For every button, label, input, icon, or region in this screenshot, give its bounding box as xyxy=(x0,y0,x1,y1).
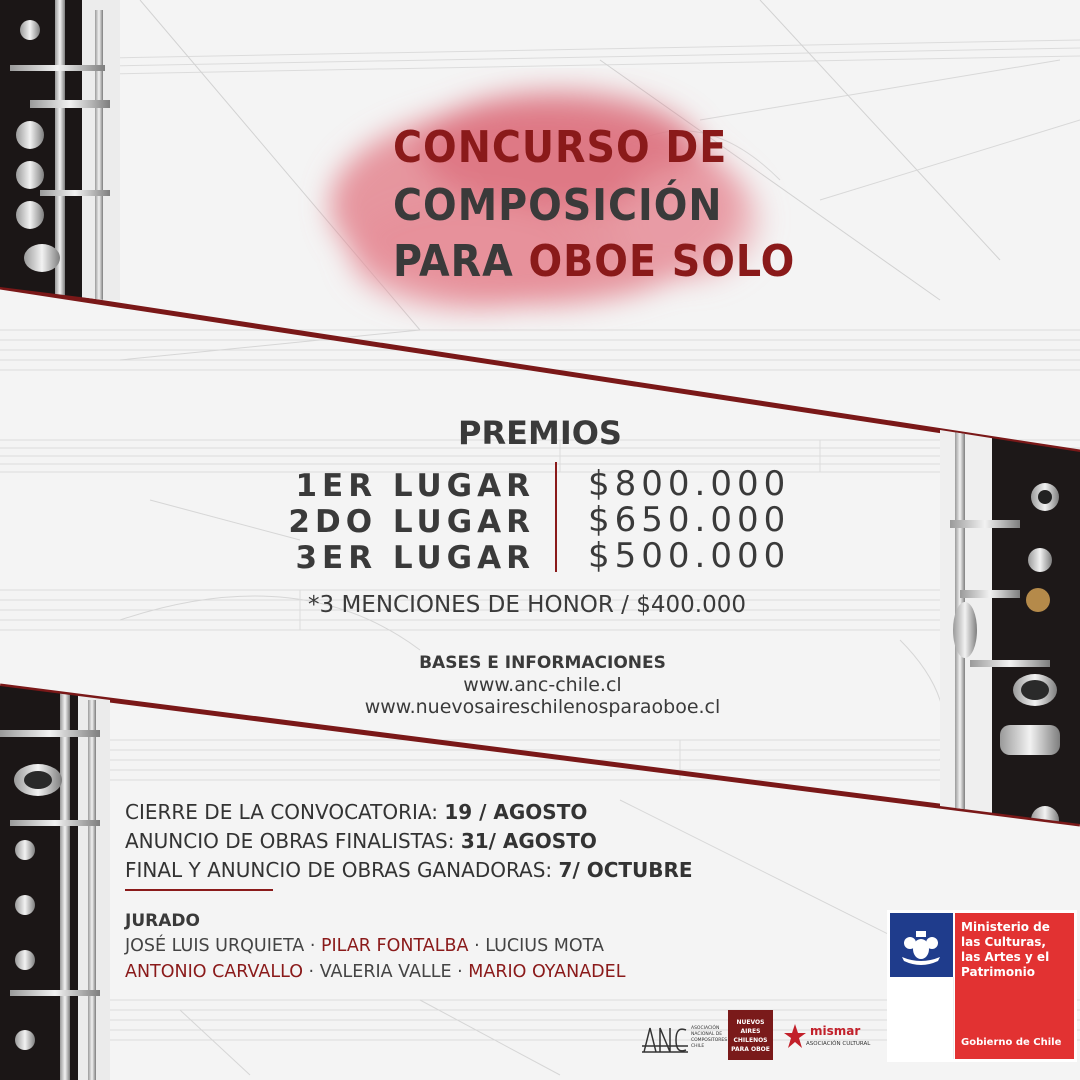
prize-3-amount: $500.000 xyxy=(588,536,791,576)
nuevos-aires-line4: PARA OBOE xyxy=(731,1046,770,1053)
ministry-line-4: Patrimonio xyxy=(961,965,1035,979)
jury-member: PILAR FONTALBA xyxy=(320,936,469,956)
ministry-name xyxy=(961,920,1050,980)
date-label: FINAL Y ANUNCIO DE OBRAS GANADORAS: xyxy=(125,858,559,882)
info-block xyxy=(0,652,1080,718)
oboe-bottom-left xyxy=(0,680,110,1080)
jury-row-2 xyxy=(125,959,625,985)
mismar-name: mismar xyxy=(810,1024,861,1038)
date-value: 19 / AGOSTO xyxy=(444,800,588,824)
dates-list xyxy=(125,798,693,885)
oboe-right xyxy=(940,430,1080,834)
jury-member: MARIO OYANADEL xyxy=(468,962,626,982)
title-line-1: CONCURSO DE xyxy=(393,122,728,173)
date-value: 31/ AGOSTO xyxy=(460,829,597,853)
prize-1-amount: $800.000 xyxy=(588,464,791,504)
mismar-logo xyxy=(784,1018,871,1058)
title-para: PARA xyxy=(393,236,529,287)
jury-member: LUCIUS MOTA xyxy=(485,936,604,956)
jury-separator: · xyxy=(304,936,321,956)
title-line-2: COMPOSICIÓN xyxy=(393,180,723,231)
prize-2-amount: $650.000 xyxy=(588,500,791,540)
jury-member: JOSÉ LUIS URQUIETA xyxy=(125,936,305,956)
mismar-sub: ASOCIACIÓN CULTURAL xyxy=(806,1041,871,1047)
date-label: CIERRE DE LA CONVOCATORIA: xyxy=(125,800,445,824)
date-row-cierre xyxy=(125,798,693,827)
jury-heading: JURADO xyxy=(125,911,200,931)
title-line-3 xyxy=(393,236,795,288)
date-value: 7/ OCTUBRE xyxy=(558,858,693,882)
anc-logo-text: ASOCIACIÓN NACIONAL DE COMPOSITORES CHILE xyxy=(691,1026,728,1049)
ministry-line-3: las Artes y el xyxy=(961,950,1050,964)
ministry-white-block xyxy=(890,977,954,1059)
ministry-line-1: Ministerio de xyxy=(961,920,1050,934)
prizes-heading-wrap xyxy=(0,414,1080,452)
coat-of-arms-icon xyxy=(890,913,953,977)
jury-separator: · xyxy=(302,962,320,982)
url-anc[interactable]: www.anc-chile.cl xyxy=(463,674,622,696)
ministry-footer: Gobierno de Chile xyxy=(961,1037,1062,1048)
jury-block xyxy=(125,909,625,985)
jury-member: VALERIA VALLE xyxy=(319,962,452,982)
prize-2-label: 2DO LUGAR xyxy=(288,504,535,540)
nuevos-aires-logo xyxy=(728,1010,773,1060)
ministry-blue-block xyxy=(890,913,953,977)
date-label: ANUNCIO DE OBRAS FINALISTAS: xyxy=(125,829,461,853)
date-row-finalistas xyxy=(125,827,693,856)
nuevos-aires-line2: AIRES xyxy=(740,1028,761,1035)
prizes-heading: PREMIOS xyxy=(458,414,622,452)
anc-logo xyxy=(640,1022,730,1058)
mismar-star-icon xyxy=(784,1022,806,1050)
title-oboe-solo: OBOE SOLO xyxy=(528,236,796,287)
jury-separator: · xyxy=(468,936,486,956)
jury-member: ANTONIO CARVALLO xyxy=(125,962,303,982)
nuevos-aires-line3: CHILENOS xyxy=(733,1037,768,1044)
info-heading: BASES E INFORMACIONES xyxy=(419,653,666,673)
honor-mentions: *3 MENCIONES DE HONOR / $400.000 xyxy=(308,592,746,618)
prize-3-label: 3ER LUGAR xyxy=(295,540,535,576)
jury-separator: · xyxy=(451,962,469,982)
ministry-logo xyxy=(887,910,1077,1062)
date-row-final xyxy=(125,856,693,885)
url-nuevos-aires[interactable]: www.nuevosaireschilenosparaoboe.cl xyxy=(364,696,721,718)
ministry-line-2: las Culturas, xyxy=(961,935,1046,949)
jury-row-1 xyxy=(125,933,625,959)
oboe-top-left xyxy=(0,0,122,300)
ministry-red-block xyxy=(955,913,1074,1059)
prize-1-label: 1ER LUGAR xyxy=(295,468,535,504)
nuevos-aires-line1: NUEVOS xyxy=(736,1019,765,1026)
